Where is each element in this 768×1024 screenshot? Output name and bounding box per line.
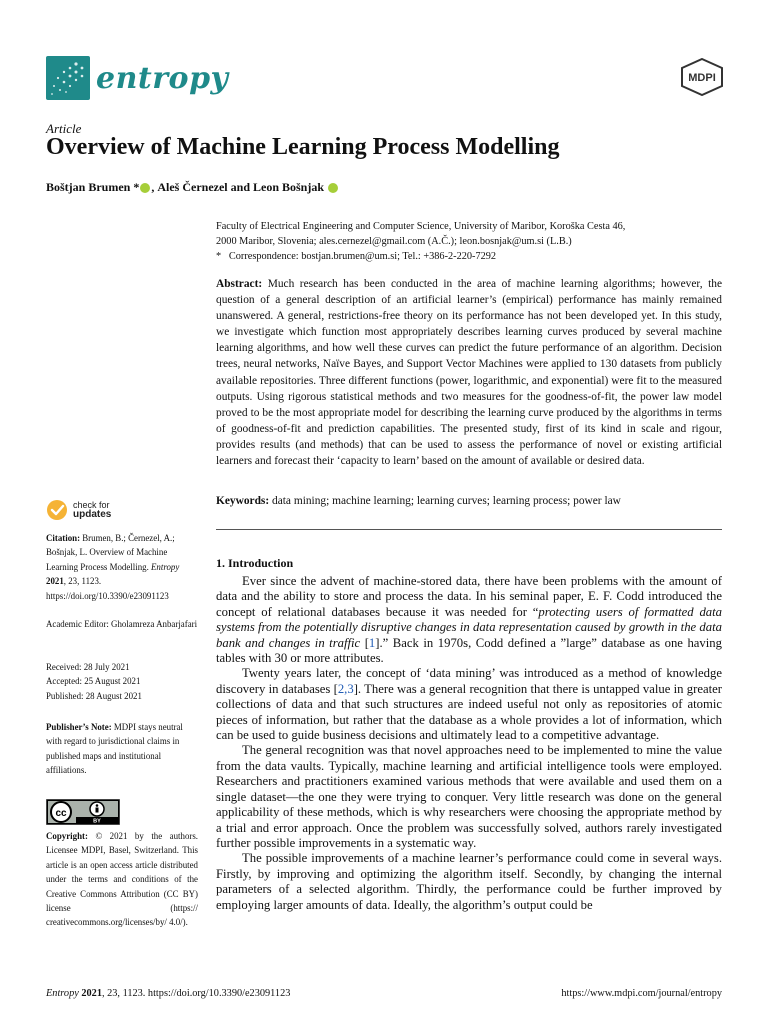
dates-block: [46, 660, 198, 703]
author-name: Boštjan Brumen *: [46, 180, 140, 194]
paragraph: Ever since the advent of machine-stored data, there have been problems with the amount of data and the ability to store and process the data. In his seminal paper, E. F. Codd introduced the concept of relational databases because it was needed for “protecting users of formatted data systems from the potentially disruptive changes in data representation caused by growth in the data bank and changes in traffic [1].” Back in 1970s, Codd defined a ”large” database as one having tables with 30 or more attributes.: [216, 574, 723, 666]
section-heading: 1. Introduction: [216, 556, 294, 570]
entropy-logo-icon: [46, 56, 90, 100]
cc-by-license-icon[interactable]: [46, 799, 120, 825]
page-title: Overview of Machine Learning Process Modelling: [46, 134, 560, 160]
journal-name: entropy: [96, 60, 229, 96]
author-separator: ,: [151, 180, 158, 194]
citation-block: [46, 531, 198, 603]
academic-editor: Academic Editor: Gholamreza Anbarjafari: [46, 619, 198, 629]
orcid-icon[interactable]: [140, 183, 150, 193]
footer-citation: [46, 988, 290, 999]
published-date: Published: 28 August 2021: [46, 690, 142, 701]
received-date: Received: 28 July 2021: [46, 662, 130, 672]
keywords-label: Keywords:: [216, 495, 270, 507]
citation-year: 2021: [46, 576, 64, 587]
abstract-label: Abstract:: [216, 278, 263, 290]
paragraph: Twenty years later, the concept of ‘data mining’ was introduced as a method of knowledge discovery in databases [2,3]. There was a general recognition that there is untapped value in greater collections of data and that such structures are indeed useful not only as repositories of atomic pieces of information, but rather that the database as a whole provides a lot of information, which can be used to guide business decisions and ultimately lead to a competitive advantage.: [216, 666, 722, 743]
copyright-block: [46, 829, 198, 930]
divider: [216, 529, 722, 530]
keywords-text: data mining; machine learning; learning curves; learning process; power law: [272, 495, 621, 507]
correspondence-line: * Correspondence: bostjan.brumen@um.si; Tel.: +386-2-220-7292: [216, 251, 497, 262]
publisher-note-text: MDPI stays neutral with regard to jurisdictional claims in published maps and institutional affiliations.: [46, 722, 183, 776]
svg-text:cc: cc: [55, 808, 67, 819]
body-text: [216, 574, 722, 913]
abstract: [216, 276, 722, 469]
mdpi-logo-icon[interactable]: [680, 58, 724, 96]
accepted-date: Accepted: 25 August 2021: [46, 676, 141, 687]
affiliation-line: Faculty of Electrical Engineering and Computer Science, University of Maribor, Koroška Cesta 46,: [216, 221, 626, 232]
footer-doi[interactable]: , 23, 1123. https://doi.org/10.3390/e23091123: [101, 988, 291, 999]
abstract-text: Much research has been conducted in the area of machine learning algorithms; however, the question of a general description of an artificial learner’s (empirical) performance has mainly remained unanswered. A general, restrictions-free theory on its performance has not been developed yet. In this study, we investigate which function most appropriately describes learning curves produced by several machine learning algorithms, and how well these curves can predict the future performance of an algorithm. Decision trees, neural networks, Naïve Bayes, and Support Vector Machines were applied to 130 datasets from publicly available repositories. Three different functions (power, logarithmic, and exponential) were fit to the measured outputs. Using rigorous statistical methods and two measures for the goodness-of-fit, the power law model proved to be the most appropriate model for describing the learning curve produced by the algorithms in terms of goodness-of-fit and prediction capabilities. The presented study, first of its kind in scale and rigour, provides results (and methods) that can be used to assess the performance of novel or existing artificial learners and forecast their ‘capacity to learn’ based on the amount of available or desired data.: [216, 278, 723, 468]
journal-logo[interactable]: [46, 56, 228, 100]
author-name: Aleš Černezel and Leon Bošnjak: [157, 180, 325, 194]
citation-label: Citation:: [46, 533, 81, 543]
author-list: [46, 180, 339, 195]
footer-year: 2021: [81, 988, 102, 999]
citation-doi[interactable]: , 23, 1123. https://doi.org/10.3390/e23091123: [46, 576, 169, 601]
cc-label: BY: [93, 818, 101, 825]
publisher-note-label: Publisher’s Note:: [46, 722, 112, 732]
keywords: [216, 495, 722, 507]
footer-journal: Entropy: [46, 988, 79, 999]
paragraph: The general recognition was that novel approaches need to be implemented to mine the value from the data vaults. Typically, machine learning and artificial intelligence tools were employed. Researchers and practitioners examined various methods that were available and used them on a single dataset—the one they were trying to conquer. Very little research was done on the general applicability of these methods, which is why researchers were choosing the appropriate method by a trial and error approach. Once the problem was successfully solved, authors rarely investigated further possible improvements in a systematic way.: [216, 743, 722, 850]
publisher-name: MDPI: [688, 72, 716, 84]
footer-url[interactable]: https://www.mdpi.com/journal/entropy: [561, 988, 722, 999]
copyright-label: Copyright:: [46, 831, 88, 841]
affiliation-block: [216, 219, 716, 264]
copyright-text: © 2021 by the authors. Licensee MDPI, Basel, Switzerland. This article is an open access article distributed under the terms and conditions of the Creative Commons Attribution (CC BY) license (https:// creativecommons.org/licenses/by/ 4.0/).: [46, 831, 199, 928]
check-updates-text: check for: [73, 500, 110, 510]
paragraph: The possible improvements of a machine learner’s performance could come in several ways. Firstly, by improving and optimizing the algorithm itself. Secondly, by changing the internal parameters of a selected algorithm. Thirdly, the performance could be further improved by employing larger amounts of data. Ideally, the algorithm’s output could be: [216, 851, 722, 912]
affiliation-line: 2000 Maribor, Slovenia; ales.cernezel@gmail.com (A.Č.); leon.bosnjak@um.si (L.B.): [216, 236, 572, 247]
citation-link[interactable]: 1: [368, 635, 376, 650]
check-updates-icon: [46, 499, 68, 521]
check-for-updates-badge[interactable]: [46, 499, 111, 521]
quote: protecting users of formatted data systems from the potentially disruptive changes in data representation caused by growth in the data bank and changes in traffic: [216, 604, 723, 650]
publisher-note: [46, 720, 198, 778]
citation-link[interactable]: 2,3: [337, 681, 354, 696]
citation-text: Brumen, B.; Černezel, A.; Bošnjak, L. Overview of Machine Learning Process Modelling.: [46, 533, 175, 572]
citation-journal: Entropy: [151, 561, 180, 572]
article-type: Article: [46, 121, 82, 136]
orcid-icon[interactable]: [328, 183, 338, 193]
check-updates-text: updates: [73, 509, 112, 520]
